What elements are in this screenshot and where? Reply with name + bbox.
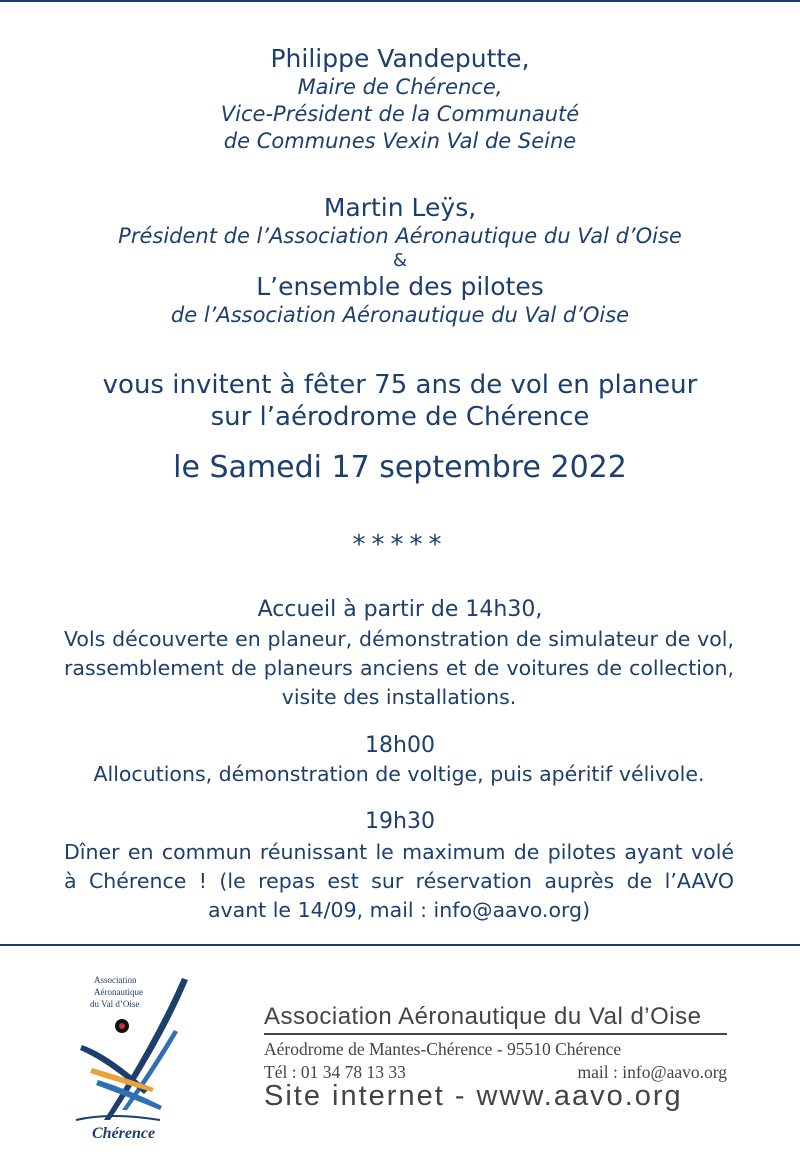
host2-name: Martin Leÿs,	[323, 193, 477, 222]
host1-title-1: Maire de Chérence,	[297, 75, 503, 99]
footer-site[interactable]: Site internet - www.aavo.org	[264, 1080, 683, 1112]
footer-rule	[0, 944, 800, 946]
footer-divider	[264, 1033, 727, 1035]
host2-title: Président de l’Association Aéronautique du Val d’Oise	[118, 224, 682, 248]
host1-title-3: de Communes Vexin Val de Seine	[223, 129, 577, 153]
aavo-logo	[70, 970, 200, 1145]
host1-title-2: Vice-Président de la Communauté	[220, 102, 580, 126]
logo-place: Chérence	[92, 1125, 156, 1142]
program-1-text: Vols découverte en planeur, démonstration de simulateur de vol, rassemblement de planeurs anciens et de voitures de collection, visite des installations.	[64, 627, 734, 709]
program-1-time: Accueil à partir de 14h30,	[257, 597, 543, 622]
stars-separator: *****	[352, 530, 448, 560]
footer-address: Aérodrome de Mantes-Chérence - 95510 Chérence	[264, 1039, 622, 1059]
host1-block	[0, 44, 800, 155]
event-date: le Samedi 17 septembre 2022	[173, 450, 627, 485]
host3-name: L’ensemble des pilotes	[256, 272, 544, 301]
glider-logo-icon	[70, 970, 200, 1145]
logo-text-1: Association	[94, 975, 137, 985]
invite-block	[0, 369, 800, 433]
host3-title: de l’Association Aéronautique du Val d’Oise	[170, 303, 630, 327]
footer-org: Association Aéronautique du Val d’Oise	[264, 1003, 702, 1030]
invite-line-1: vous invitent à fêter 75 ans de vol en planeur	[102, 370, 698, 400]
program-2-text: Allocutions, démonstration de voltige, puis apéritif vélivole.	[93, 762, 705, 786]
footer-phone: Tél : 01 34 78 13 33	[264, 1062, 406, 1082]
program-3-text: Dîner en commun réunissant le maximum de pilotes ayant volé à Chérence ! (le repas est sur réservation auprès de l’AAVO avant le 14/09, mail : info@aavo.org)	[64, 840, 734, 922]
footer-mail[interactable]: mail : info@aavo.org	[577, 1062, 727, 1082]
host1-name: Philippe Vandeputte,	[270, 44, 530, 73]
host2-block	[0, 193, 800, 329]
logo-text-2: Aéronautique	[94, 987, 143, 997]
invite-line-2: sur l’aérodrome de Chérence	[210, 402, 590, 432]
ampersand: &	[392, 250, 408, 271]
top-rule	[0, 0, 800, 2]
logo-text-3: du Val d’Oise	[90, 999, 140, 1009]
program-2-time: 18h00	[365, 733, 435, 758]
program-3-time: 19h30	[365, 809, 435, 834]
